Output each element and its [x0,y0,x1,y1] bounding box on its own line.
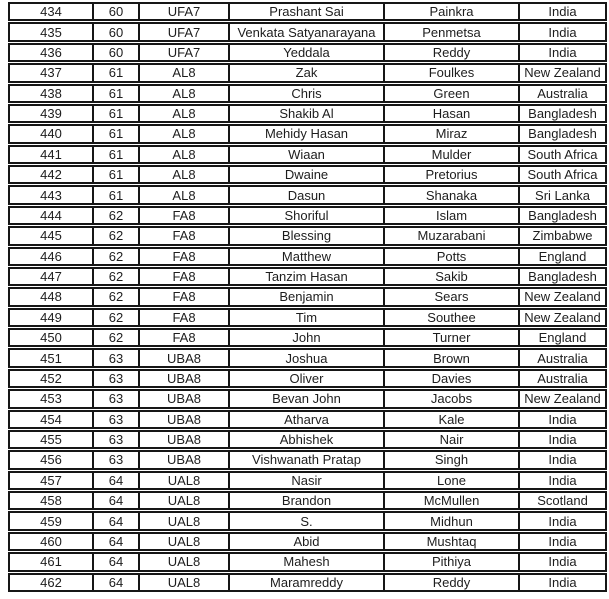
table-row [8,573,607,593]
table-body [8,2,607,592]
cell-serial: 446 [8,247,94,266]
cell-first-name: Wiaan [230,145,385,164]
cell-code: UBA8 [140,369,230,388]
cell-round: 61 [94,84,140,103]
cell-last-name: Potts [385,247,520,266]
cell-last-name: Penmetsa [385,22,520,41]
cell-last-name: Islam [385,206,520,225]
cell-last-name: McMullen [385,491,520,510]
cell-serial: 459 [8,511,94,530]
cell-code: UAL8 [140,532,230,551]
cell-round: 62 [94,267,140,286]
cell-round: 62 [94,308,140,327]
cell-first-name: Atharva [230,410,385,429]
cell-first-name: John [230,328,385,347]
cell-first-name: S. [230,511,385,530]
cell-country: Bangladesh [520,267,607,286]
cell-serial: 462 [8,573,94,593]
table-row [8,287,607,306]
cell-country: India [520,532,607,551]
cell-country: India [520,450,607,469]
table-row [8,63,607,82]
cell-last-name: Green [385,84,520,103]
cell-first-name: Mehidy Hasan [230,124,385,143]
table-row [8,491,607,510]
table-row [8,410,607,429]
table-row [8,84,607,103]
cell-round: 60 [94,43,140,62]
table-row [8,165,607,184]
cell-serial: 444 [8,206,94,225]
players-table [8,1,607,593]
cell-country: India [520,22,607,41]
cell-round: 61 [94,165,140,184]
cell-code: AL8 [140,185,230,204]
cell-first-name: Blessing [230,226,385,245]
cell-country: Australia [520,369,607,388]
table-row [8,450,607,469]
cell-first-name: Abhishek [230,430,385,449]
cell-code: AL8 [140,124,230,143]
cell-serial: 435 [8,22,94,41]
table-row [8,2,607,21]
cell-last-name: Miraz [385,124,520,143]
cell-round: 61 [94,104,140,123]
cell-first-name: Zak [230,63,385,82]
cell-serial: 436 [8,43,94,62]
cell-first-name: Nasir [230,471,385,490]
cell-round: 62 [94,226,140,245]
cell-round: 64 [94,491,140,510]
cell-serial: 457 [8,471,94,490]
cell-serial: 447 [8,267,94,286]
table-row [8,124,607,143]
cell-round: 61 [94,185,140,204]
cell-country: Bangladesh [520,206,607,225]
cell-last-name: Pretorius [385,165,520,184]
cell-round: 64 [94,573,140,593]
cell-last-name: Davies [385,369,520,388]
cell-country: India [520,573,607,593]
cell-code: UBA8 [140,348,230,367]
cell-first-name: Oliver [230,369,385,388]
table-row [8,308,607,327]
cell-serial: 455 [8,430,94,449]
cell-serial: 453 [8,389,94,408]
cell-round: 63 [94,430,140,449]
cell-code: AL8 [140,63,230,82]
cell-last-name: Reddy [385,43,520,62]
cell-code: UAL8 [140,471,230,490]
cell-first-name: Brandon [230,491,385,510]
table-row [8,532,607,551]
cell-code: UFA7 [140,22,230,41]
cell-country: Scotland [520,491,607,510]
cell-round: 64 [94,532,140,551]
cell-country: New Zealand [520,287,607,306]
cell-code: UBA8 [140,450,230,469]
cell-code: UBA8 [140,389,230,408]
cell-country: South Africa [520,165,607,184]
cell-last-name: Midhun [385,511,520,530]
cell-serial: 448 [8,287,94,306]
cell-serial: 452 [8,369,94,388]
cell-round: 64 [94,511,140,530]
table-row [8,206,607,225]
cell-last-name: Southee [385,308,520,327]
cell-round: 61 [94,124,140,143]
cell-last-name: Sakib [385,267,520,286]
cell-round: 60 [94,2,140,21]
table-row [8,511,607,530]
cell-serial: 438 [8,84,94,103]
cell-country: Australia [520,84,607,103]
cell-serial: 437 [8,63,94,82]
table-row [8,389,607,408]
cell-code: UFA7 [140,43,230,62]
cell-country: India [520,552,607,571]
cell-first-name: Benjamin [230,287,385,306]
table-row [8,348,607,367]
cell-country: India [520,430,607,449]
table-row [8,104,607,123]
cell-serial: 443 [8,185,94,204]
cell-last-name: Mulder [385,145,520,164]
cell-first-name: Dwaine [230,165,385,184]
cell-round: 64 [94,471,140,490]
cell-last-name: Lone [385,471,520,490]
cell-last-name: Hasan [385,104,520,123]
cell-serial: 458 [8,491,94,510]
cell-last-name: Painkra [385,2,520,21]
cell-last-name: Singh [385,450,520,469]
cell-country: England [520,328,607,347]
table-row [8,185,607,204]
cell-country: New Zealand [520,389,607,408]
cell-last-name: Mushtaq [385,532,520,551]
cell-country: New Zealand [520,63,607,82]
cell-country: England [520,247,607,266]
cell-country: Bangladesh [520,124,607,143]
cell-code: FA8 [140,267,230,286]
cell-code: AL8 [140,84,230,103]
cell-last-name: Foulkes [385,63,520,82]
cell-code: UAL8 [140,491,230,510]
table-row [8,226,607,245]
cell-country: Bangladesh [520,104,607,123]
table-row [8,430,607,449]
cell-serial: 460 [8,532,94,551]
cell-code: UBA8 [140,410,230,429]
cell-first-name: Yeddala [230,43,385,62]
cell-first-name: Venkata Satyanarayana [230,22,385,41]
cell-serial: 439 [8,104,94,123]
cell-code: AL8 [140,165,230,184]
cell-serial: 461 [8,552,94,571]
cell-first-name: Tim [230,308,385,327]
cell-serial: 445 [8,226,94,245]
cell-country: Australia [520,348,607,367]
cell-last-name: Sears [385,287,520,306]
cell-first-name: Vishwanath Pratap [230,450,385,469]
cell-first-name: Maramreddy [230,573,385,593]
cell-code: UAL8 [140,511,230,530]
cell-code: FA8 [140,206,230,225]
cell-code: UAL8 [140,552,230,571]
table-row [8,267,607,286]
cell-first-name: Dasun [230,185,385,204]
cell-serial: 441 [8,145,94,164]
table-row [8,328,607,347]
cell-first-name: Chris [230,84,385,103]
table-row [8,247,607,266]
cell-first-name: Prashant Sai [230,2,385,21]
cell-first-name: Joshua [230,348,385,367]
cell-first-name: Bevan John [230,389,385,408]
cell-serial: 451 [8,348,94,367]
cell-code: UBA8 [140,430,230,449]
cell-serial: 442 [8,165,94,184]
cell-last-name: Jacobs [385,389,520,408]
cell-serial: 450 [8,328,94,347]
cell-round: 63 [94,410,140,429]
cell-round: 63 [94,389,140,408]
cell-code: UAL8 [140,573,230,593]
cell-last-name: Shanaka [385,185,520,204]
cell-country: India [520,43,607,62]
cell-round: 62 [94,247,140,266]
cell-first-name: Matthew [230,247,385,266]
cell-last-name: Pithiya [385,552,520,571]
table-row [8,22,607,41]
cell-serial: 434 [8,2,94,21]
cell-country: Sri Lanka [520,185,607,204]
cell-first-name: Mahesh [230,552,385,571]
cell-serial: 454 [8,410,94,429]
cell-round: 62 [94,206,140,225]
cell-country: New Zealand [520,308,607,327]
cell-country: India [520,2,607,21]
cell-country: India [520,511,607,530]
table-row [8,471,607,490]
cell-country: India [520,410,607,429]
cell-serial: 456 [8,450,94,469]
cell-round: 62 [94,328,140,347]
cell-serial: 449 [8,308,94,327]
cell-code: FA8 [140,328,230,347]
table-row [8,145,607,164]
cell-first-name: Shakib Al [230,104,385,123]
cell-code: FA8 [140,287,230,306]
cell-round: 61 [94,145,140,164]
cell-round: 63 [94,348,140,367]
cell-round: 62 [94,287,140,306]
cell-last-name: Turner [385,328,520,347]
cell-first-name: Tanzim Hasan [230,267,385,286]
cell-code: FA8 [140,247,230,266]
table-row [8,369,607,388]
cell-round: 63 [94,369,140,388]
cell-first-name: Abid [230,532,385,551]
cell-last-name: Brown [385,348,520,367]
cell-last-name: Reddy [385,573,520,593]
cell-round: 64 [94,552,140,571]
table-row [8,552,607,571]
cell-last-name: Muzarabani [385,226,520,245]
cell-country: Zimbabwe [520,226,607,245]
cell-code: AL8 [140,104,230,123]
cell-last-name: Kale [385,410,520,429]
cell-round: 60 [94,22,140,41]
table-row [8,43,607,62]
cell-code: UFA7 [140,2,230,21]
cell-last-name: Nair [385,430,520,449]
cell-round: 63 [94,450,140,469]
cell-first-name: Shoriful [230,206,385,225]
cell-serial: 440 [8,124,94,143]
cell-round: 61 [94,63,140,82]
cell-country: South Africa [520,145,607,164]
cell-code: AL8 [140,145,230,164]
cell-country: India [520,471,607,490]
cell-code: FA8 [140,308,230,327]
cell-code: FA8 [140,226,230,245]
